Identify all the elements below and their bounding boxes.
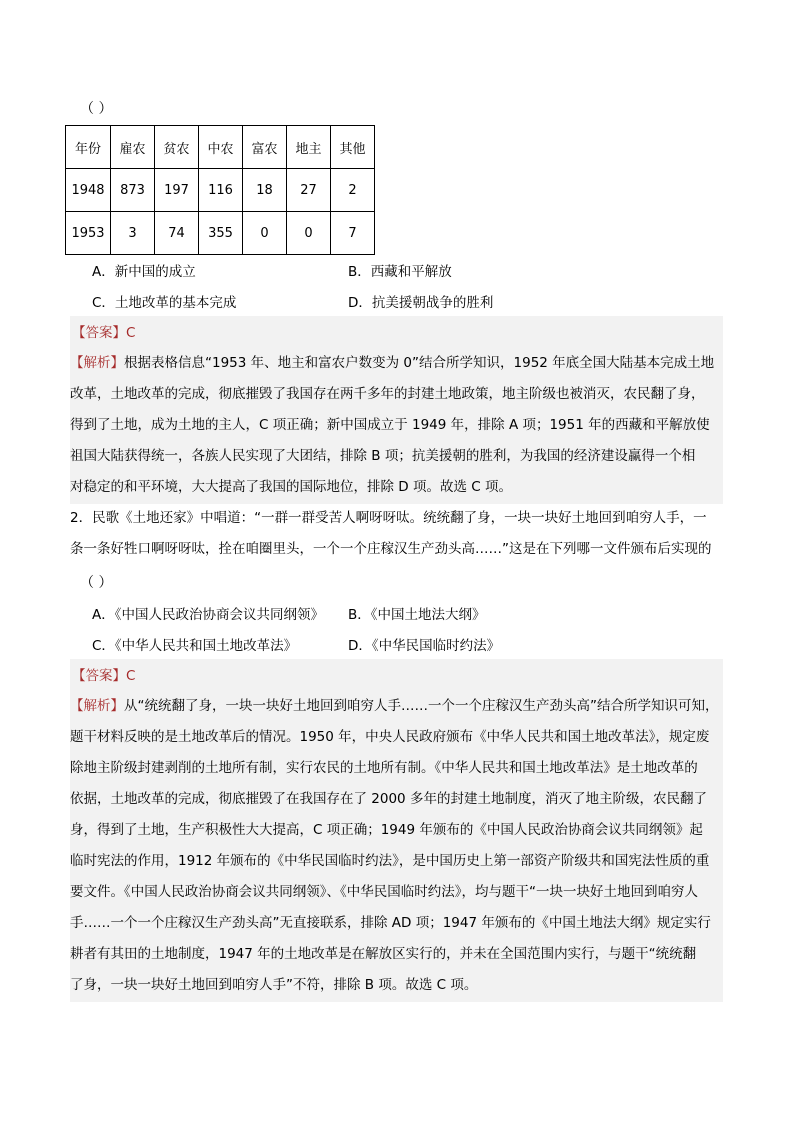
- table-cell: 3: [111, 212, 155, 255]
- table-cell: 7: [331, 212, 375, 255]
- table-cell: 2: [331, 169, 375, 212]
- q2-bracket: （ ）: [80, 575, 113, 591]
- table-cell: 116: [199, 169, 243, 212]
- table-row: [66, 169, 375, 212]
- table-cell: 0: [287, 212, 331, 255]
- q1-analysis-line: 对稳定的和平环境，大大提高了我国的国际地位，排除 D 项。故选 C 项。: [70, 479, 512, 495]
- table-header-cell: 年份: [66, 126, 111, 169]
- q1-option-a: A．新中国的成立: [92, 264, 196, 280]
- table-header-cell: 贫农: [155, 126, 199, 169]
- q1-data-table: [65, 125, 375, 255]
- table-cell: 1953: [66, 212, 111, 255]
- table-header-cell: 地主: [287, 126, 331, 169]
- table-cell: 74: [155, 212, 199, 255]
- q2-analysis-line: 手……一个一个庄稼汉生产劲头高”无直接联系，排除 AD 项；1947 年颁布的《中国土地法大纲》规定实行: [70, 915, 711, 931]
- table-cell: 1948: [66, 169, 111, 212]
- q2-analysis-line: 耕者有其田的土地制度，1947 年的土地改革是在解放区实行的，并未在全国范围内实行，与题干“统统翻: [70, 946, 697, 962]
- q1-bracket: （ ）: [80, 101, 113, 117]
- table-cell: 873: [111, 169, 155, 212]
- table-header-cell: 其他: [331, 126, 375, 169]
- q2-option-c: C．《中华人民共和国土地改革法》: [92, 638, 298, 654]
- q1-analysis-line: 得到了土地，成为土地的主人，C 项正确；新中国成立于 1949 年，排除 A 项；1951 年的西藏和平解放使: [70, 417, 710, 433]
- q2-analysis-label: 【解析】: [70, 698, 124, 714]
- q1-analysis-line: 改革，土地改革的完成，彻底摧毁了我国存在两千多年的封建土地政策，地主阶级也被消灭，农民翻了身，: [70, 386, 705, 402]
- q2-analysis-line: 【解析】从“统统翻了身，一块一块好土地回到咱穷人手……一个一个庄稼汉生产劲头高”结合所学知识可知，: [70, 698, 719, 714]
- q2-option-a: A．《中国人民政治协商会议共同纲领》: [92, 607, 324, 623]
- table-header-cell: 富农: [243, 126, 287, 169]
- q2-answer: 【答案】C: [72, 668, 136, 684]
- q1-analysis-line: 祖国大陆获得统一，各族人民实现了大团结，排除 B 项；抗美援朝的胜利，为我国的经济建设赢得一个相: [70, 448, 696, 464]
- table-row: [66, 212, 375, 255]
- q2-analysis-line: 除地主阶级封建剥削的土地所有制，实行农民的土地所有制。《中华人民共和国土地改革法》是土地改革的: [70, 760, 698, 776]
- q2-option-b: B．《中国土地法大纲》: [348, 607, 486, 623]
- q1-analysis-label: 【解析】: [70, 355, 124, 371]
- q2-analysis-line: 要文件。《中国人民政治协商会议共同纲领》、《中华民国临时约法》，均与题干“一块一块好土地回到咱穷人: [70, 884, 698, 900]
- q2-stem-line: 条一条好牲口啊呀呀呔，拴在咱圈里头，一个一个庄稼汉生产劲头高……”这是在下列哪一文件颁布后实现的: [70, 541, 712, 557]
- q2-stem-line: 2．民歌《土地还家》中唱道：“一群一群受苦人啊呀呀呔。统统翻了身，一块一块好土地回到咱穷人手，一: [70, 510, 707, 526]
- q1-analysis-line: 【解析】根据表格信息“1953 年、地主和富农户数变为 0”结合所学知识，1952 年底全国大陆基本完成土地: [70, 355, 715, 371]
- table-header-cell: 雇农: [111, 126, 155, 169]
- q2-option-d: D．《中华民国临时约法》: [348, 638, 501, 654]
- table-cell: 0: [243, 212, 287, 255]
- q2-analysis-line: 身，得到了土地，生产积极性大大提高，C 项正确；1949 年颁布的《中国人民政治协商会议共同纲领》起: [70, 822, 703, 838]
- table-cell: 18: [243, 169, 287, 212]
- table-cell: 197: [155, 169, 199, 212]
- q2-analysis-line: 依据，土地改革的完成，彻底摧毁了在我国存在了 2000 多年的封建土地制度，消灭了地主阶级，农民翻了: [70, 791, 707, 807]
- q2-analysis-line: 了身，一块一块好土地回到咱穷人手”不符，排除 B 项。故选 C 项。: [70, 977, 478, 993]
- table-header-row: [66, 126, 375, 169]
- q1-option-d: D．抗美援朝战争的胜利: [348, 295, 494, 311]
- q2-analysis-line: 题干材料反映的是土地改革后的情况。1950 年，中央人民政府颁布《中华人民共和国土地改革法》，规定废: [70, 729, 710, 745]
- table-cell: 27: [287, 169, 331, 212]
- q1-option-b: B．西藏和平解放: [348, 264, 452, 280]
- q1-answer: 【答案】C: [72, 325, 136, 341]
- table-header-cell: 中农: [199, 126, 243, 169]
- q1-option-c: C．土地改革的基本完成: [92, 295, 237, 311]
- q2-analysis-line: 临时宪法的作用，1912 年颁布的《中华民国临时约法》，是中国历史上第一部资产阶级共和国宪法性质的重: [70, 853, 710, 869]
- table-cell: 355: [199, 212, 243, 255]
